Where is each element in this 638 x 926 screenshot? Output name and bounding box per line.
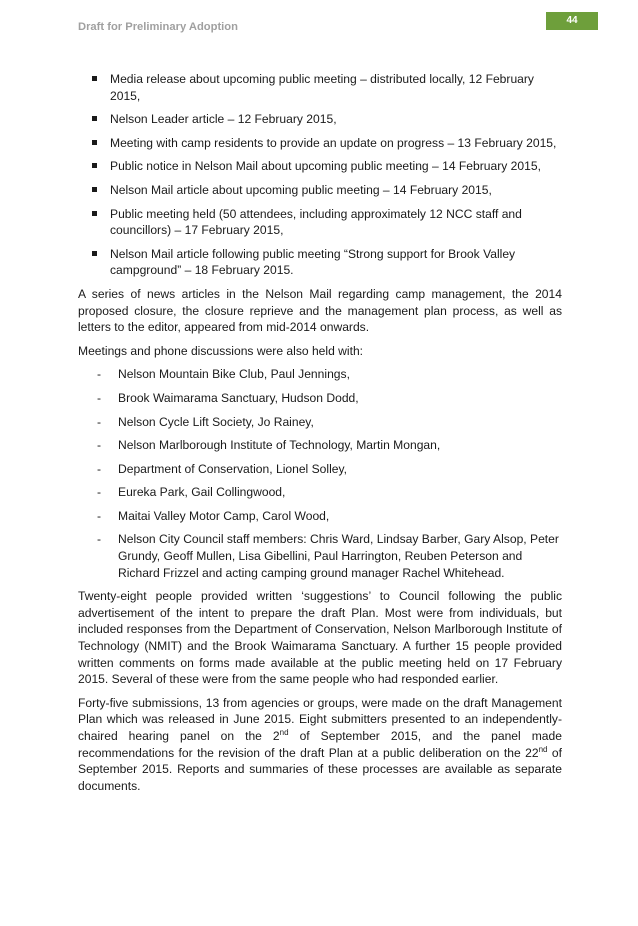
list-item bbox=[78, 437, 562, 454]
bullet-marker bbox=[92, 251, 97, 256]
dash-marker: - bbox=[97, 485, 102, 500]
ordinal-suffix: nd bbox=[538, 744, 548, 754]
list-item bbox=[78, 508, 562, 525]
bullet-marker bbox=[92, 116, 97, 121]
list-item bbox=[78, 158, 562, 175]
submissions-text-3: of September 2015. Reports and summaries of these processes are available as separate documents. bbox=[78, 745, 562, 793]
list-item-text: Media release about upcoming public meeting – distributed locally, 12 February 2015, bbox=[110, 72, 534, 103]
list-item-text: Public notice in Nelson Mail about upcoming public meeting – 14 February 2015, bbox=[110, 159, 541, 174]
list-item-text: Maitai Valley Motor Camp, Carol Wood, bbox=[118, 508, 330, 523]
submissions-paragraph bbox=[78, 695, 562, 795]
dash-marker: - bbox=[97, 461, 102, 476]
list-item bbox=[78, 531, 562, 581]
list-item bbox=[78, 461, 562, 478]
list-item bbox=[78, 390, 562, 407]
list-item bbox=[78, 182, 562, 199]
list-item bbox=[78, 484, 562, 501]
dash-marker: - bbox=[97, 508, 102, 523]
list-item-text: Nelson Cycle Lift Society, Jo Rainey, bbox=[118, 414, 314, 429]
list-item bbox=[78, 414, 562, 431]
list-item-text: Department of Conservation, Lionel Solley, bbox=[118, 461, 348, 476]
meetings-dash-list bbox=[78, 366, 562, 581]
list-item bbox=[78, 71, 562, 104]
dash-marker: - bbox=[97, 532, 102, 547]
submissions-text-1: Forty-five submissions, 13 from agencies or groups, were made on the draft Management Plan which was released in June 2015. Eight submitters presented to an independently-chaired hearing panel on the 2 bbox=[78, 695, 562, 743]
list-item-text: Nelson Mountain Bike Club, Paul Jennings, bbox=[118, 367, 350, 382]
list-item-text: Nelson Leader article – 12 February 2015, bbox=[110, 112, 337, 127]
list-item-text: Nelson City Council staff members: Chris Ward, Lindsay Barber, Gary Alsop, Peter Grundy, Geoff Mullen, Lisa Gibellini, Paul Harrington, Reuben Peterson and Richard Frizzel and acting camping ground manager Rachel Whitehead. bbox=[118, 532, 559, 580]
dash-marker: - bbox=[97, 438, 102, 453]
communication-bullet-list bbox=[78, 71, 562, 279]
news-paragraph: A series of news articles in the Nelson Mail regarding camp management, the 2014 proposed closure, the closure reprieve and the management plan process, as well as letters to the editor, appeared from mid-2014 onwards. bbox=[78, 286, 562, 335]
dash-marker: - bbox=[97, 367, 102, 382]
list-item-text: Nelson Mail article following public meeting “Strong support for Brook Valley campground” – 18 February 2015. bbox=[110, 246, 516, 278]
list-item-text: Public meeting held (50 attendees, including approximately 12 NCC staff and councillors) – 17 February 2015, bbox=[110, 206, 522, 238]
list-item-text: Nelson Mail article about upcoming public meeting – 14 February 2015, bbox=[110, 182, 492, 197]
list-item-text: Eureka Park, Gail Collingwood, bbox=[118, 485, 286, 500]
submissions-text-2: of September 2015, and the panel made recommendations for the revision of the draft Plan at a public deliberation on the 22 bbox=[78, 729, 562, 760]
ordinal-suffix: nd bbox=[279, 728, 289, 737]
list-item bbox=[78, 135, 562, 152]
dash-marker: - bbox=[97, 390, 102, 405]
bullet-marker bbox=[92, 211, 97, 216]
list-item bbox=[78, 246, 562, 279]
bullet-marker bbox=[92, 140, 97, 145]
page-number-badge: 44 bbox=[546, 12, 598, 30]
list-item-text: Brook Waimarama Sanctuary, Hudson Dodd, bbox=[118, 390, 359, 405]
list-item bbox=[78, 206, 562, 239]
suggestions-paragraph: Twenty-eight people provided written ‘suggestions’ to Council following the public advertisement of the intent to prepare the draft Plan. Most were from individuals, but included responses from the Department of Conservation, Nelson Marlborough Institute of Technology (NMIT) and the Brook Waimarama Sanctuary. A further 15 people provided written comments on forms made available at the public meeting held on 17 February 2015. Several of these were from the same people who had responded earlier. bbox=[78, 589, 562, 687]
header-title: Draft for Preliminary Adoption bbox=[78, 21, 238, 33]
list-item-text: Nelson Marlborough Institute of Technology, Martin Mongan, bbox=[118, 438, 441, 453]
bullet-marker bbox=[92, 187, 97, 192]
bullet-marker bbox=[92, 163, 97, 168]
bullet-marker bbox=[92, 76, 97, 81]
meetings-intro-paragraph: Meetings and phone discussions were also held with: bbox=[78, 343, 364, 358]
page-content bbox=[78, 71, 562, 801]
list-item-text: Meeting with camp residents to provide an update on progress – 13 February 2015, bbox=[110, 135, 557, 150]
list-item bbox=[78, 111, 562, 128]
dash-marker: - bbox=[97, 414, 102, 429]
list-item bbox=[78, 366, 562, 383]
